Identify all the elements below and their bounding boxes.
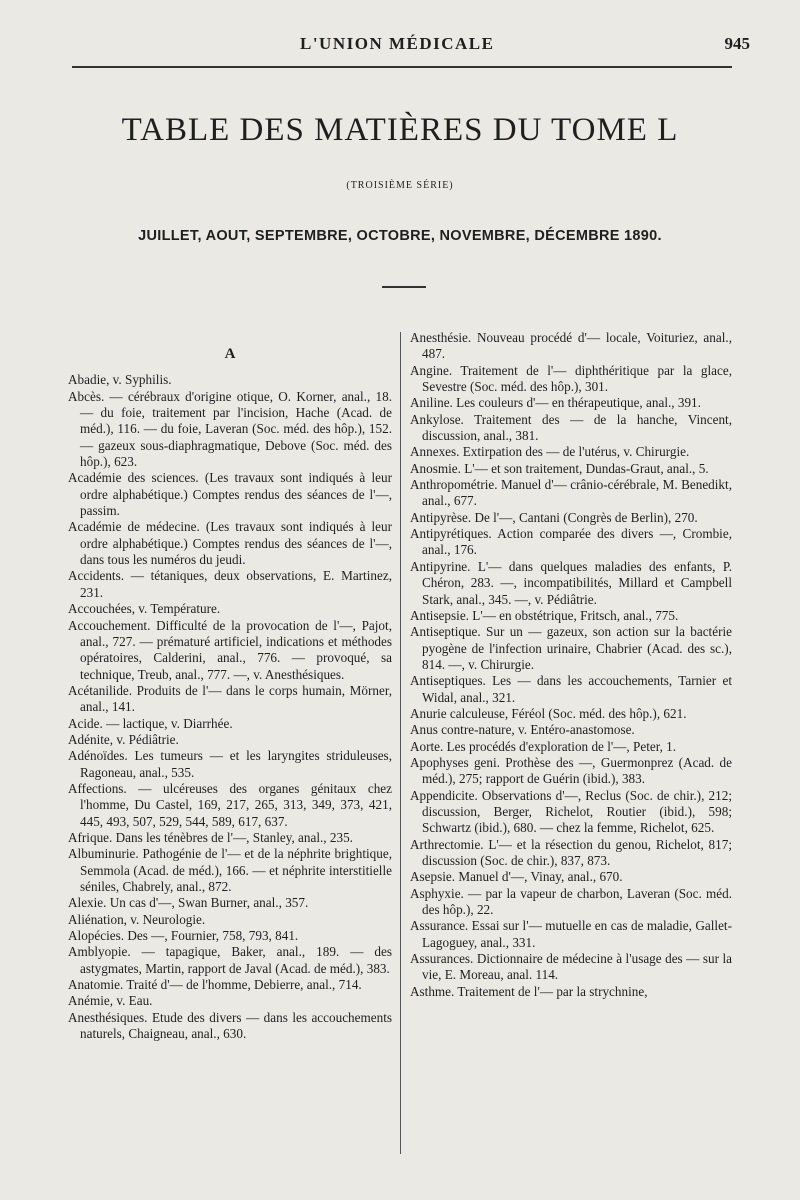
index-entry: Anthropométrie. Manuel d'— crânio-cérébrale, M. Benedikt, anal., 677. [410, 477, 732, 509]
index-entry: Adénite, v. Pédiâtrie. [68, 731, 179, 747]
index-entry: Académie des sciences. (Les travaux sont indiqués à leur ordre alphabétique.) Comptes rendus des séances de l'—, passim. [68, 470, 392, 519]
index-entry: Apophyses geni. Prothèse des —, Guermonprez (Acad. de méd.), 275; rapport de Guérin (ibid.), 383. [410, 754, 732, 787]
left-column [68, 330, 392, 1042]
index-entry: Aliénation, v. Neurologie. [68, 911, 206, 927]
right-column [410, 330, 732, 1000]
index-entry: Asepsie. Manuel d'—, Vinay, anal., 670. [410, 869, 623, 885]
header-rule [72, 66, 732, 68]
index-entry: Aorte. Les procédés d'exploration de l'—, Peter, 1. [410, 738, 677, 754]
index-entry: Adénoïdes. Les tumeurs — et les laryngites striduleuses, Ragoneau, anal., 535. [68, 748, 392, 780]
index-entry: Albuminurie. Pathogénie de l'— et de la néphrite brightique, Semmola (Acad. de méd.), 166. — et néphrite interstitielle séniles, Chabrely, anal., 872. [68, 846, 392, 894]
section-letter: A [224, 346, 236, 362]
index-entry: Abadie, v. Syphilis. [68, 372, 172, 388]
index-entry: Ankylose. Traitement des — de la hanche, Vincent, discussion, anal., 381. [410, 411, 732, 444]
index-entry: Accidents. — tétaniques, deux observations, E. Martinez, 231. [68, 568, 392, 600]
title-rule [382, 286, 426, 288]
months-line: JUILLET, AOUT, SEPTEMBRE, OCTOBRE, NOVEMBRE, DÉCEMBRE 1890. [138, 228, 662, 244]
journal-title: L'UNION MÉDICALE [300, 34, 495, 53]
index-entry: Anesthésiques. Etude des divers — dans les accouchements naturels, Chaigneau, anal., 630. [68, 1009, 392, 1042]
index-entry: Assurances. Dictionnaire de médecine à l'usage des — sur la vie, E. Moreau, anal. 114. [410, 951, 732, 983]
index-entry: Anurie calculeuse, Féréol (Soc. méd. des hôp.), 621. [410, 705, 687, 721]
index-entry: Alexie. Un cas d'—, Swan Burner, anal., 357. [68, 895, 309, 911]
index-entry: Annexes. Extirpation des — de l'utérus, v. Chirurgie. [410, 444, 690, 460]
index-entry: Acide. — lactique, v. Diarrhée. [68, 715, 233, 731]
index-entry: Aniline. Les couleurs d'— en thérapeutique, anal., 391. [410, 395, 701, 411]
series-label: (TROISIÈME SÉRIE) [346, 180, 454, 191]
index-entry: Alopécies. Des —, Fournier, 758, 793, 841. [68, 928, 299, 944]
running-head [70, 34, 750, 60]
index-entry: Antiseptiques. Les — dans les accouchements, Tarnier et Widal, anal., 321. [410, 673, 732, 705]
index-entry: Asthme. Traitement de l'— par la strychnine, [410, 983, 648, 999]
index-entry: Anatomie. Traité d'— de l'homme, Debierre, anal., 714. [68, 977, 362, 993]
index-entry: Anesthésie. Nouveau procédé d'— locale, Voituriez, anal., 487. [410, 330, 732, 362]
index-entry: Acétanilide. Produits de l'— dans le corps humain, Mörner, anal., 141. [68, 682, 392, 715]
index-entry: Abcès. — cérébraux d'origine otique, O. Korner, anal., 18. — du foie, traitement par l'incision, Hache (Acad. de méd.), 116. — du foie, Laveran (Soc. méd. des hôp.), 152. — gazeux sous-diaphragmatique, Debove (Soc. méd. des hôp.), 623. [68, 388, 392, 470]
index-entry: Antisepsie. L'— en obstétrique, Fritsch, anal., 775. [410, 607, 679, 623]
index-entry: Académie de médecine. (Les travaux sont indiqués à leur ordre alphabétique.) Comptes rendus des séances de l'—, dans tous les numéros du jeudi. [68, 519, 392, 568]
index-entry: Antipyrine. L'— dans quelques maladies des enfants, P. Chéron, 283. —, incompatibilités, Millard et Campbell Stark, anal., 345. —, v. Pédiâtrie. [410, 558, 732, 607]
index-entry: Appendicite. Observations d'—, Reclus (Soc. de chir.), 212; discussion, Berger, Richelot, Routier (ibid.), 598; Schwartz (ibid.), 680. — chez la femme, Richelot, 625. [410, 787, 732, 836]
index-entry: Afrique. Dans les ténèbres de l'—, Stanley, anal., 235. [68, 829, 353, 845]
index-entry: Asphyxie. — par la vapeur de charbon, Laveran (Soc. méd. des hôp.), 22. [410, 885, 732, 918]
index-entry: Affections. — ulcéreuses des organes génitaux chez l'homme, Du Castel, 169, 217, 265, 313, 349, 373, 421, 445, 493, 507, 529, 544, 589, 617, 637. [68, 780, 392, 829]
index-entry: Antipyrétiques. Action comparée des divers —, Crombie, anal., 176. [410, 526, 732, 558]
index-entry: Antiseptique. Sur un — gazeux, son action sur la bactérie pyogène de l'infection urinaire, Chabrier (Acad. des sc.), 814. —, v. Chirurgie. [410, 624, 732, 672]
page-title: TABLE DES MATIÈRES DU TOME L [121, 112, 679, 148]
index-entry: Angine. Traitement de l'— diphthéritique par la glace, Sevestre (Soc. méd. des hôp.), 301. [410, 362, 732, 395]
index-entry: Assurance. Essai sur l'— mutuelle en cas de maladie, Gallet-Lagoguey, anal., 331. [410, 918, 732, 950]
index-entry: Accouchées, v. Température. [68, 601, 221, 617]
index-entry: Anus contre-nature, v. Entéro-anastomose. [410, 722, 635, 738]
index-entry: Anémie, v. Eau. [68, 993, 153, 1009]
index-entry: Anosmie. L'— et son traitement, Dundas-Graut, anal., 5. [410, 460, 709, 476]
column-divider [400, 332, 401, 1154]
index-entry: Arthrectomie. L'— et la résection du genou, Richelot, 817; discussion (Soc. de chir.), 837, 873. [410, 836, 732, 868]
index-entry: Amblyopie. — tapagique, Baker, anal., 189. — des astygmates, Martin, rapport de Javal (Acad. de méd.), 383. [68, 944, 392, 976]
index-entry: Antipyrèse. De l'—, Cantani (Congrès de Berlin), 270. [410, 509, 698, 525]
index-entry: Accouchement. Difficulté de la provocation de l'—, Pajot, anal., 727. — prématuré artificiel, indications et méthodes opératoires, Calderini, anal., 776. — provoqué, sa technique, Treub, anal., 777. —, v. Anesthésiques. [68, 617, 392, 682]
page-number: 945 [724, 34, 750, 53]
